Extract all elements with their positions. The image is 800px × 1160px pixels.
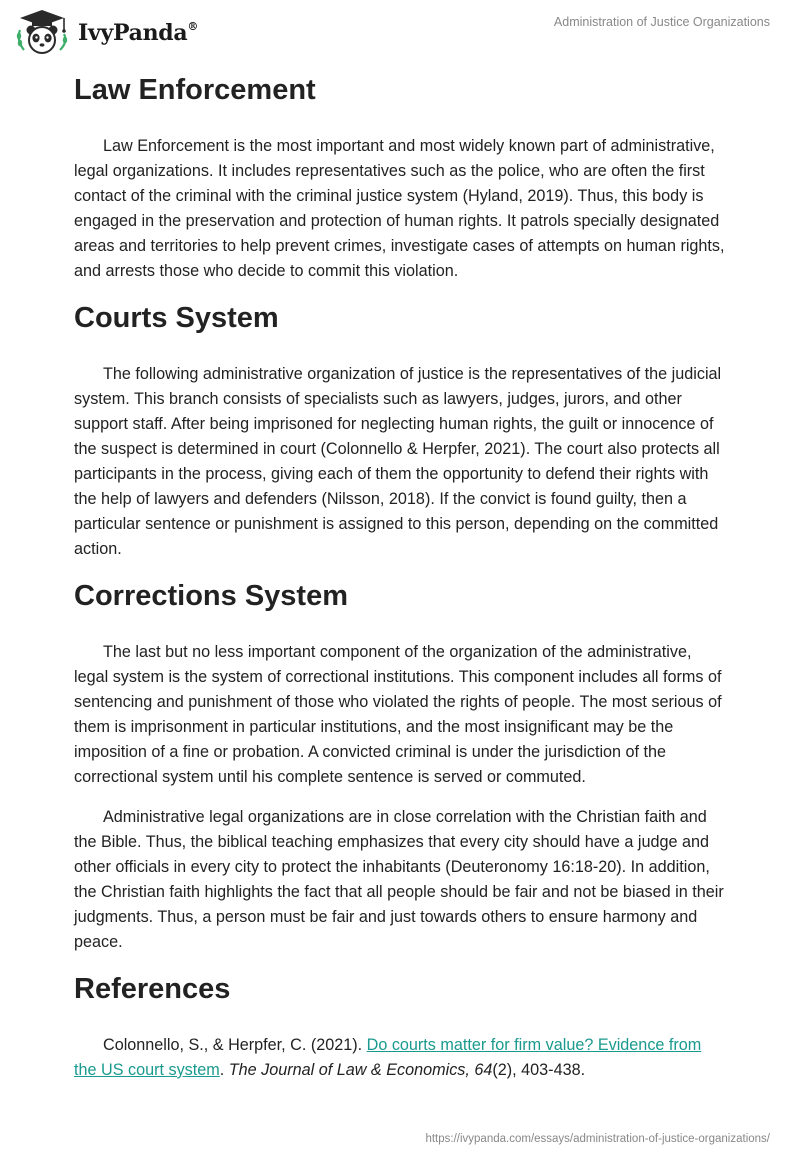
reference-entry: [74, 1033, 726, 1083]
section-heading-courts-system: Courts System: [74, 302, 279, 334]
section-heading-corrections-system: Corrections System: [74, 580, 348, 612]
brand-name: IvyPanda®: [78, 19, 199, 46]
reference-journal: The Journal of Law & Economics, 64: [228, 1061, 493, 1079]
reference-issue-pages: (2), 403-438.: [492, 1061, 586, 1079]
paragraph: Administrative legal organizations are in close correlation with the Christian faith and the Bible. Thus, the biblical teaching emphasizes that every city should have a judge and other officials in every city to protect the inhabitants (Deuteronomy 16:18-20). In addition, the Christian faith highlights the fact that all people should be fair and not be biased in their judgments. Thus, a person must be fair and just towards others to ensure harmony and peace.: [74, 808, 724, 951]
reference-link[interactable]: Do courts matter for firm value? Evidence from the US court system: [74, 1036, 702, 1079]
reference-separator: .: [219, 1061, 229, 1079]
paragraph: The last but no less important component of the organization of the administrative, legal system is the system of correctional institutions. This component includes all forms of sentencing and punishment of those who violated the rights of people. The most serious of them is imprisonment in particular institutions, and the most insignificant may be the imposition of a fine or probation. A convicted criminal is under the jurisdiction of the correctional system until his complete sentence is served or commuted.: [74, 643, 722, 786]
paragraph: The following administrative organization of justice is the representatives of the judicial system. This branch consists of specialists such as lawyers, judges, jurors, and other support staff. After being imprisoned for neglecting human rights, the guilt or innocence of the suspect is determined in court (Colonnello & Herpfer, 2021). The court also protects all participants in the process, giving each of them the opportunity to defend their rights with the help of lawyers and defenders (Nilsson, 2018). If the convict is found guilty, then a particular sentence or punishment is assigned to this person, depending on the committed action.: [74, 365, 722, 558]
essay-body: [74, 68, 726, 1083]
paragraph: Law Enforcement is the most important and most widely known part of administrative, legal organizations. It includes representatives such as the police, who are often the first contact of the criminal with the criminal justice system (Hyland, 2019). Thus, this body is engaged in the preservation and protection of human rights. It patrols specially designated areas and territories to help prevent crimes, investigate cases of attempts on human rights, and arrests those who decide to commit this violation.: [74, 137, 725, 280]
footer-url: https://ivypanda.com/essays/administration-of-justice-organizations/: [425, 1133, 770, 1145]
page-header: [0, 0, 800, 62]
document-title: Administration of Justice Organizations: [553, 15, 770, 29]
brand-logo[interactable]: [12, 8, 198, 58]
section-heading-references: References: [74, 973, 231, 1005]
panda-graduate-icon: [12, 8, 72, 58]
reference-authors: Colonnello, S., & Herpfer, C. (2021).: [103, 1036, 367, 1054]
section-heading-law-enforcement: Law Enforcement: [74, 74, 316, 106]
